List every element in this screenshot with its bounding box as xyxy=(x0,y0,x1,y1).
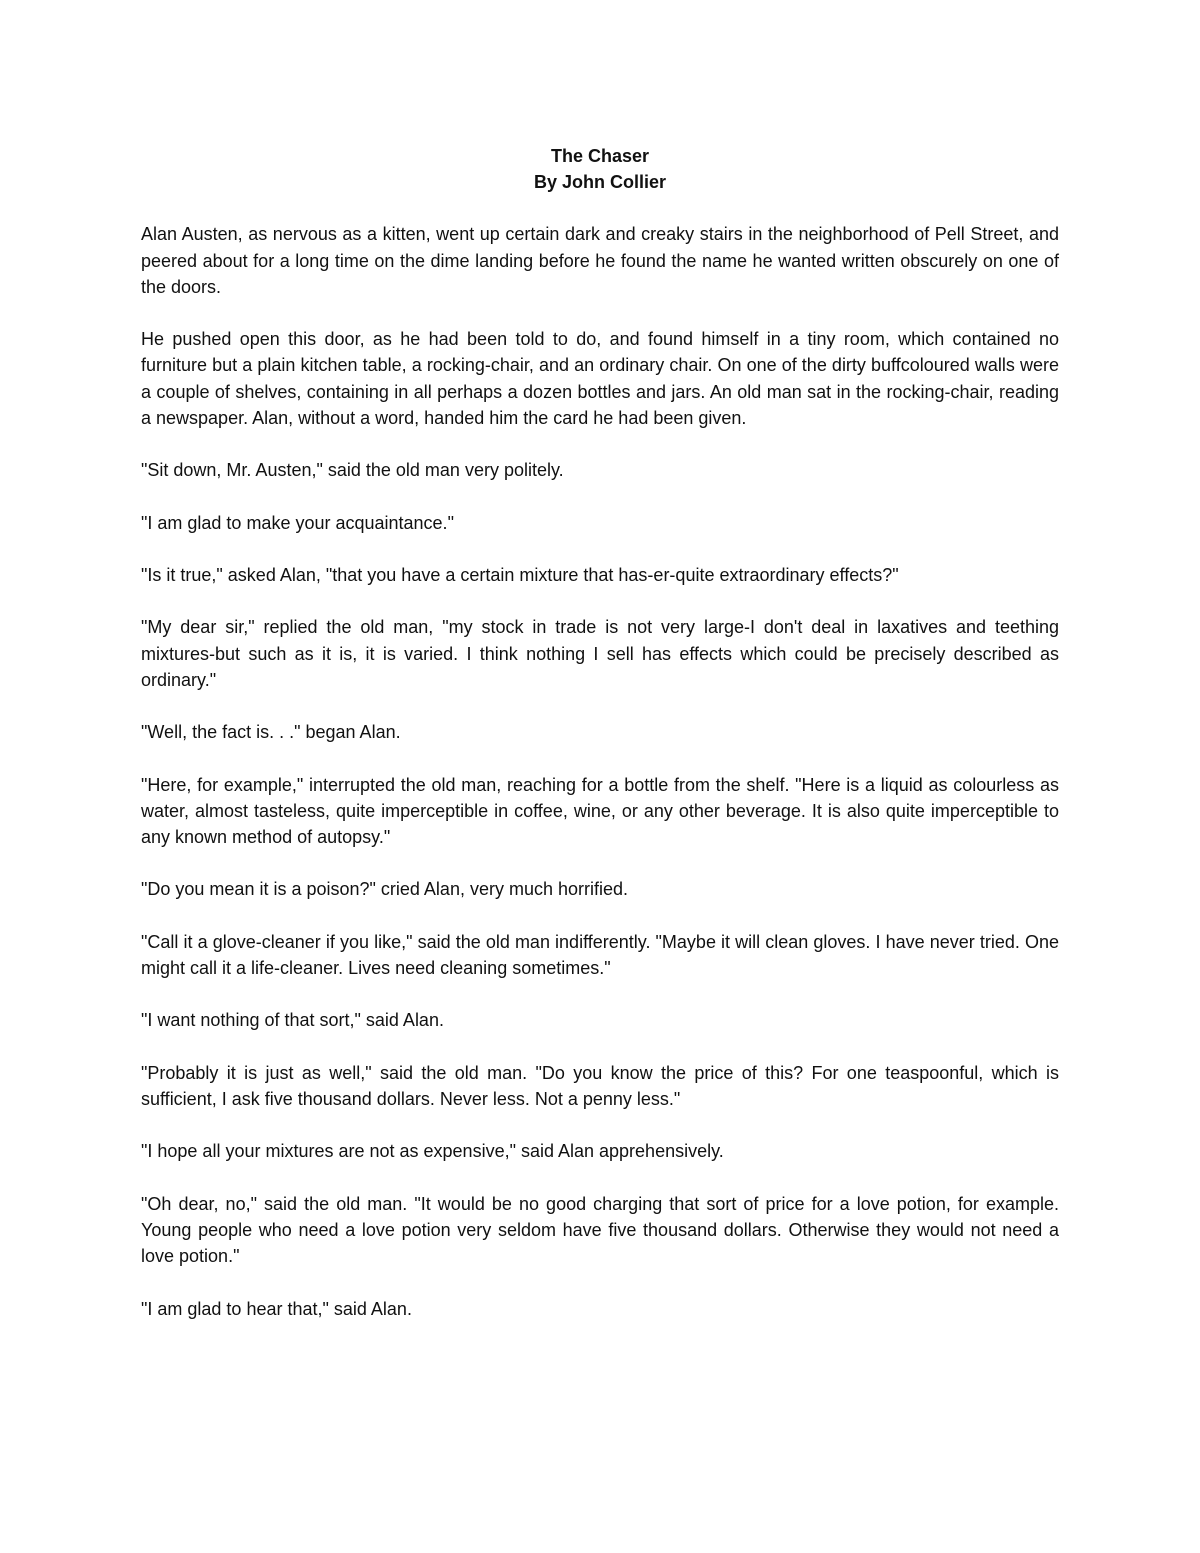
paragraph-2: He pushed open this door, as he had been told to do, and found himself in a tiny room, which contained no furniture but a plain kitchen table, a rocking-chair, and an ordinary chair. On one of the dirty buffcoloured walls were a couple of shelves, containing in all perhaps a dozen bottles and jars. An old man sat in the rocking-chair, reading a newspaper. Alan, without a word, handed him the card he had been given. xyxy=(141,329,1059,428)
paragraph-15: "I am glad to hear that," said Alan. xyxy=(141,1298,412,1319)
paragraph-4: "I am glad to make your acquaintance." xyxy=(141,512,454,533)
paragraph-5: "Is it true," asked Alan, "that you have a certain mixture that has-er-quite extraordinary effects?" xyxy=(141,564,899,585)
paragraph-9: "Do you mean it is a poison?" cried Alan, very much horrified. xyxy=(141,879,629,900)
paragraph-12: "Probably it is just as well," said the old man. "Do you know the price of this? For one teaspoonful, which is sufficient, I ask five thousand dollars. Never less. Not a penny less." xyxy=(141,1062,1059,1109)
document-title: The Chaser xyxy=(550,146,650,166)
document-body xyxy=(141,143,1059,1348)
paragraph-7: "Well, the fact is. . ." began Alan. xyxy=(141,722,401,743)
paragraph-8: "Here, for example," interrupted the old man, reaching for a bottle from the shelf. "Here is a liquid as colourless as water, almost tasteless, quite imperceptible in coffee, wine, or any other beverage. It is also quite imperceptible to any known method of autopsy." xyxy=(141,774,1059,847)
paragraph-6: "My dear sir," replied the old man, "my stock in trade is not very large-I don't deal in laxatives and teething mixtures-but such as it is, it is varied. I think nothing I sell has effects which could be precisely described as ordinary." xyxy=(141,617,1059,690)
title-block xyxy=(141,143,1059,195)
paragraph-3: "Sit down, Mr. Austen," said the old man very politely. xyxy=(141,460,564,481)
document-byline: By John Collier xyxy=(533,172,667,193)
paragraph-10: "Call it a glove-cleaner if you like," said the old man indifferently. "Maybe it will clean gloves. I have never tried. One might call it a life-cleaner. Lives need cleaning sometimes." xyxy=(141,931,1059,978)
paragraph-14: "Oh dear, no," said the old man. "It would be no good charging that sort of price for a love potion, for example. Young people who need a love potion very seldom have five thousand dollars. Otherwise they would not need a love potion." xyxy=(141,1193,1059,1267)
paragraph-1: Alan Austen, as nervous as a kitten, went up certain dark and creaky stairs in the neighborhood of Pell Street, and peered about for a long time on the dime landing before he found the name he wanted written obscurely on one of the doors. xyxy=(141,224,1059,297)
paragraph-11: "I want nothing of that sort," said Alan. xyxy=(141,1010,444,1031)
paragraph-13: "I hope all your mixtures are not as expensive," said Alan apprehensively. xyxy=(141,1141,724,1162)
